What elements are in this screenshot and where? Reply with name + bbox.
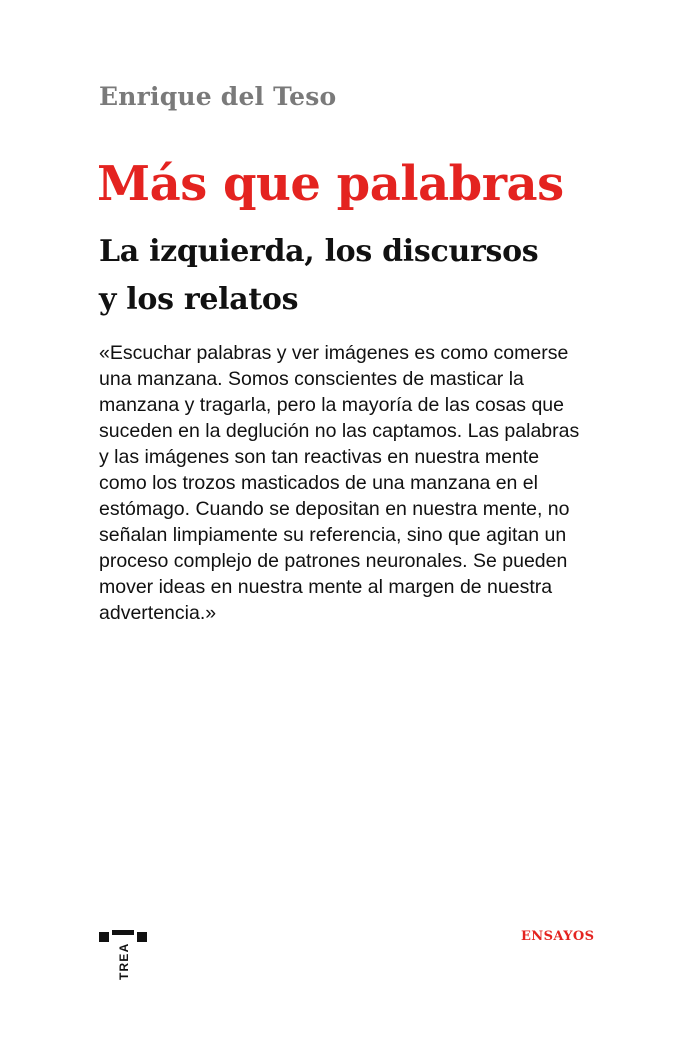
cover-quote: [99, 340, 619, 626]
author-name: Enrique del Teso: [99, 82, 337, 111]
quote-line: manzana y tragarla, pero la mayoría de las cosas que: [99, 394, 565, 416]
quote-line: y las imágenes son tan reactivas en nuestra mente: [99, 446, 540, 468]
book-subtitle: [99, 228, 639, 324]
quote-line: estómago. Cuando se depositan en nuestra mente, no: [99, 498, 570, 520]
logo-square-right: [137, 932, 147, 942]
subtitle-line: y los relatos: [99, 282, 299, 317]
quote-line: suceden en la deglución no las captamos. Las palabras: [99, 420, 580, 442]
collection-label: ENSAYOS: [521, 929, 595, 944]
publisher-logo-text: TREA: [117, 942, 131, 980]
publisher-logo: [99, 930, 151, 982]
book-title: Más que palabras: [97, 156, 564, 212]
quote-line: señalan limpiamente su referencia, sino que agitan un: [99, 524, 567, 546]
subtitle-line: La izquierda, los discursos: [99, 234, 539, 269]
publisher-logo-mark: [112, 930, 134, 982]
quote-line: advertencia.»: [99, 602, 217, 624]
quote-line: como los trozos masticados de una manzana en el: [99, 472, 538, 494]
quote-line: proceso complejo de patrones neuronales. Se pueden: [99, 550, 568, 572]
quote-line: una manzana. Somos conscientes de masticar la: [99, 368, 524, 390]
quote-line: mover ideas en nuestra mente al margen de nuestra: [99, 576, 553, 598]
quote-line: «Escuchar palabras y ver imágenes es como comerse: [99, 342, 569, 364]
logo-square-left: [99, 932, 109, 942]
